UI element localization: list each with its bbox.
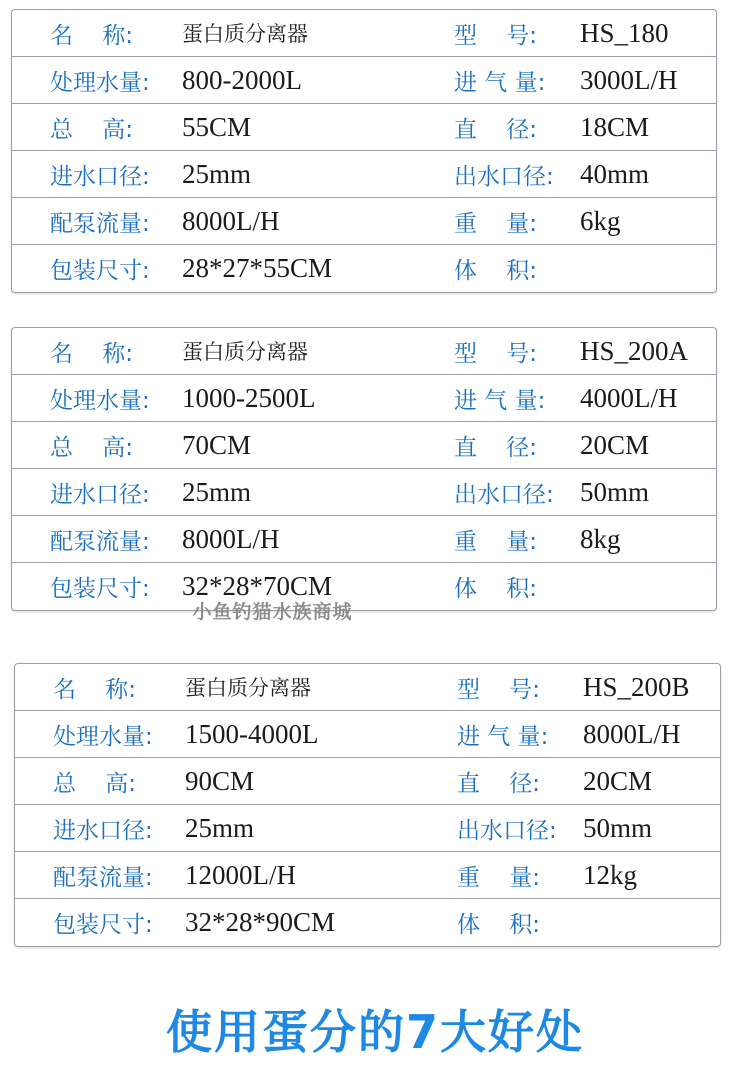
inlet-value: 25mm: [182, 476, 252, 507]
volume-label: 体 积:: [454, 258, 537, 284]
package-size-label: 包装尺寸:: [50, 576, 150, 602]
package-size-label: 包装尺寸:: [50, 258, 150, 284]
height-label: 总 高:: [50, 116, 133, 143]
benefits-heading: 使用蛋分的7大好处: [165, 1005, 584, 1059]
model-value: HS_180: [580, 17, 669, 48]
table-row: [12, 57, 716, 104]
table-row: [15, 805, 720, 852]
pump-flow-value: 8000L/H: [182, 523, 280, 554]
height-value: 70CM: [182, 429, 252, 460]
name-value: 蛋白质分离器: [185, 676, 311, 700]
pump-flow-label: 配泵流量:: [53, 864, 153, 891]
name-label: 名 称:: [53, 676, 136, 703]
table-row: [12, 245, 716, 292]
package-size-value: 32*28*90CM: [185, 907, 336, 937]
name-label: 名 称:: [50, 22, 133, 49]
weight-value: 12kg: [583, 859, 637, 890]
watermark-text: 小鱼钓猫水族商城: [192, 601, 353, 623]
model-label: 型 号:: [454, 340, 537, 367]
name-value: 蛋白质分离器: [182, 340, 308, 364]
table-row: [12, 10, 716, 57]
capacity-value: 800-2000L: [182, 64, 302, 95]
diameter-label: 直 径:: [454, 434, 537, 461]
outlet-label: 出水口径:: [454, 163, 554, 190]
table-row: [15, 758, 720, 805]
diameter-value: 20CM: [583, 765, 653, 796]
height-label: 总 高:: [53, 770, 136, 797]
inlet-value: 25mm: [182, 158, 252, 189]
spec-table-hs180: [11, 9, 717, 293]
name-label: 名 称:: [50, 340, 133, 367]
height-value: 55CM: [182, 111, 252, 142]
air-intake-value: 8000L/H: [583, 718, 681, 749]
weight-label: 重 量:: [454, 210, 537, 237]
outlet-label: 出水口径:: [457, 817, 557, 844]
table-row: [15, 664, 720, 711]
table-row: [12, 328, 716, 375]
capacity-label: 处理水量:: [53, 723, 153, 750]
table-row: [12, 469, 716, 516]
table-row: [12, 422, 716, 469]
diameter-value: 20CM: [580, 429, 650, 460]
table-row: [12, 516, 716, 563]
diameter-label: 直 径:: [454, 116, 537, 143]
volume-label: 体 积:: [454, 576, 537, 602]
table-row: [15, 852, 720, 899]
outlet-value: 40mm: [580, 158, 650, 189]
inlet-value: 25mm: [185, 812, 255, 843]
outlet-value: 50mm: [583, 812, 653, 843]
pump-flow-value: 8000L/H: [182, 205, 280, 236]
weight-label: 重 量:: [457, 864, 540, 891]
table-row: [12, 198, 716, 245]
table-row: [12, 104, 716, 151]
weight-value: 8kg: [580, 523, 621, 554]
package-size-value: 28*27*55CM: [182, 253, 333, 283]
inlet-label: 进水口径:: [53, 817, 153, 844]
diameter-value: 18CM: [580, 111, 650, 142]
outlet-value: 50mm: [580, 476, 650, 507]
name-value: 蛋白质分离器: [182, 22, 308, 46]
capacity-label: 处理水量:: [50, 69, 150, 96]
air-intake-label: 进 气 量:: [457, 723, 549, 750]
outlet-label: 出水口径:: [454, 481, 554, 508]
air-intake-value: 3000L/H: [580, 64, 678, 95]
air-intake-label: 进 气 量:: [454, 69, 546, 96]
pump-flow-label: 配泵流量:: [50, 528, 150, 555]
weight-label: 重 量:: [454, 528, 537, 555]
spec-table-hs200a: [11, 327, 717, 611]
capacity-value: 1500-4000L: [185, 718, 319, 749]
table-row: [15, 899, 720, 946]
model-value: HS_200B: [583, 671, 690, 702]
weight-value: 6kg: [580, 205, 621, 236]
pump-flow-label: 配泵流量:: [50, 210, 150, 237]
model-label: 型 号:: [454, 22, 537, 49]
height-label: 总 高:: [50, 434, 133, 461]
pump-flow-value: 12000L/H: [185, 859, 296, 890]
capacity-value: 1000-2500L: [182, 382, 316, 413]
height-value: 90CM: [185, 765, 255, 796]
model-value: HS_200A: [580, 335, 689, 366]
inlet-label: 进水口径:: [50, 163, 150, 190]
capacity-label: 处理水量:: [50, 387, 150, 414]
table-row: [12, 375, 716, 422]
air-intake-value: 4000L/H: [580, 382, 678, 413]
diameter-label: 直 径:: [457, 770, 540, 797]
table-row: [15, 711, 720, 758]
table-row: [12, 151, 716, 198]
model-label: 型 号:: [457, 676, 540, 703]
inlet-label: 进水口径:: [50, 481, 150, 508]
air-intake-label: 进 气 量:: [454, 387, 546, 414]
volume-label: 体 积:: [457, 912, 540, 938]
package-size-value: 32*28*70CM: [182, 571, 333, 601]
spec-table-hs200b: [14, 663, 721, 947]
package-size-label: 包装尺寸:: [53, 912, 153, 938]
